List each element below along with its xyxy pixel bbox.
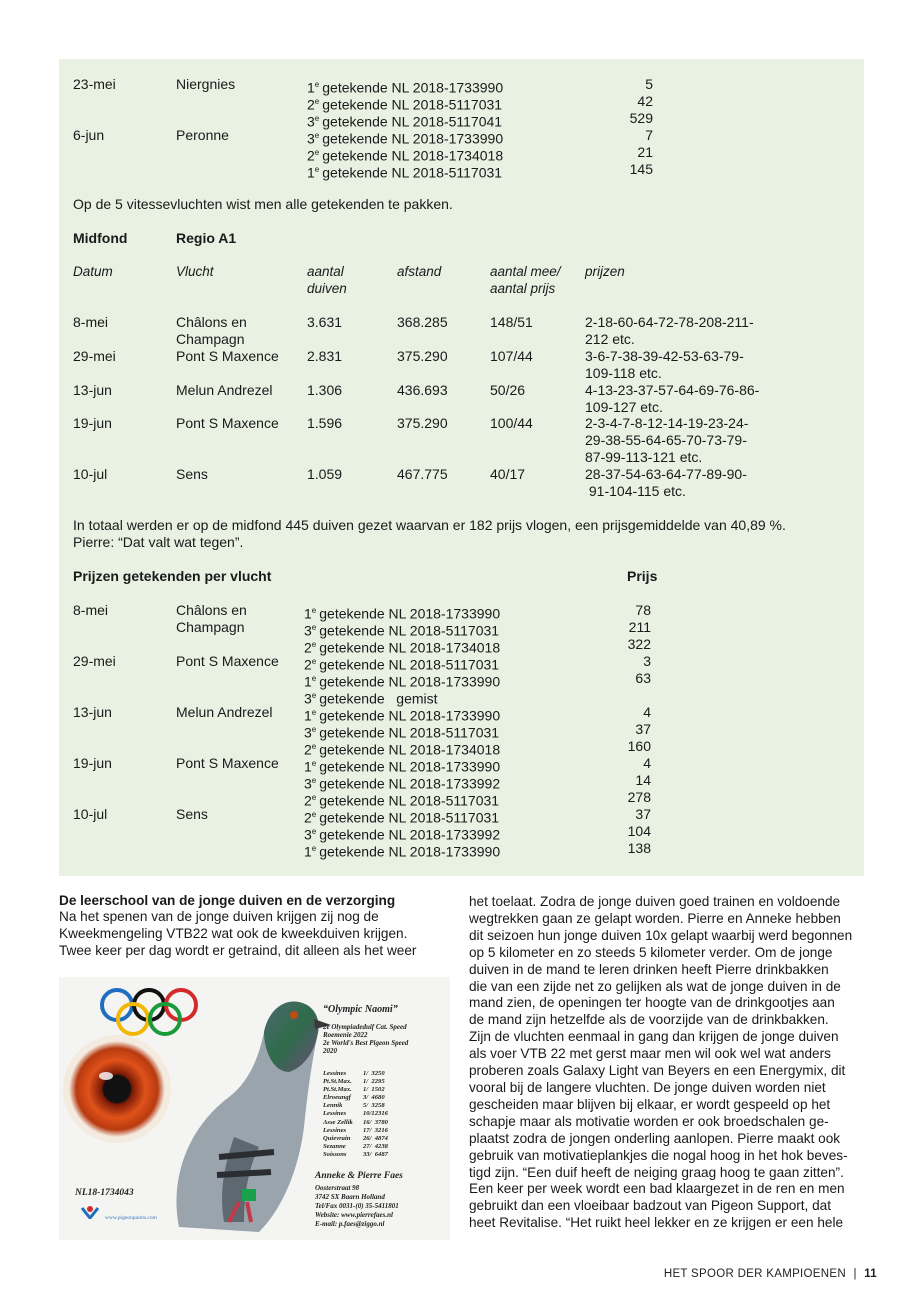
article-line: Twee keer per dag wordt er getraind, dit alleen als het weer [59, 942, 417, 958]
rank-suffix: e [311, 776, 317, 785]
midfond-doves: 2.831 [307, 348, 343, 364]
rank-text: getekende NL 2018-1734018 [319, 639, 501, 656]
result-row [323, 1143, 388, 1151]
prize-date: 13-jun [73, 704, 112, 720]
rank-suffix: e [314, 114, 320, 123]
midfond-ratio: 50/26 [490, 382, 526, 398]
article-line: wegtrekken gaan ze gelapt worden. Pierre en Anneke hebben [469, 910, 841, 926]
address-line: E-mail: p.faes@ziggo.nl [315, 1220, 385, 1228]
rank-text: getekende NL 2018-5117031 [319, 724, 500, 741]
article-line: als voer VTB 22 met gerst maar men wil ook wel wat anders [469, 1046, 831, 1062]
midfond-prizes: 28-37-54-63-64-77-89-90- [585, 466, 747, 482]
article-heading: De leerschool van de jonge duiven en de verzorging [59, 893, 396, 908]
sprint-date: 6-jun [73, 127, 105, 143]
result-row [323, 1078, 388, 1086]
rank-number: 2 [304, 656, 312, 673]
result-value: 16/ 3780 [363, 1118, 388, 1126]
midfond-prizes: 3-6-7-38-39-42-53-63-79- [585, 348, 744, 364]
rank-text: getekende NL 2018-5117031 [319, 656, 500, 673]
result-row [323, 1119, 388, 1127]
article-line: duiven in de mand te leren drinken heeft Pierre drinkbakken [469, 961, 829, 977]
result-value: 33/ 6487 [363, 1150, 388, 1158]
result-place: Asse Zellik [323, 1118, 353, 1126]
prize-place: Champagn [176, 619, 245, 635]
midfond-header-aantal_1: aantal [307, 264, 344, 279]
owner-name: Anneke & Pierre Faes [315, 1171, 403, 1181]
rank-number: 2 [307, 147, 315, 164]
rank-text: getekende NL 2018-5117041 [322, 113, 503, 130]
midfond-flight: Melun Andrezel [176, 382, 273, 398]
rank-text: getekende NL 2018-1733990 [319, 758, 501, 775]
sprint-prize: 7 [645, 127, 653, 143]
rank-text: getekende NL 2018-1733990 [319, 605, 501, 622]
result-place: Lennik [323, 1102, 343, 1110]
midfond-distance: 368.285 [397, 314, 448, 330]
result-place: Lessines [323, 1070, 347, 1077]
article-line: vooral bij de langere vluchten. De jonge duiven worden niet [469, 1079, 826, 1095]
prize-place: Pont S Maxence [176, 755, 279, 771]
article-line: Na het spenen van de jonge duiven krijgen zij nog de [59, 909, 379, 924]
result-row [323, 1135, 388, 1143]
sprint-entry [307, 161, 502, 182]
prize-value: 4 [643, 704, 651, 720]
rank-text: getekende NL 2018-1734018 [319, 741, 501, 758]
prize-place: Châlons en [176, 602, 247, 618]
rank-suffix: e [314, 131, 320, 140]
article-left-column [59, 909, 416, 960]
rank-text: getekende NL 2018-5117031 [319, 792, 500, 809]
midfond-prizes-cont: 109-127 etc. [585, 399, 663, 415]
rank-text: getekende gemist [319, 690, 438, 707]
rank-suffix: e [314, 148, 320, 157]
result-value: 27/ 4238 [363, 1142, 388, 1150]
footer-separator: | [853, 1268, 857, 1280]
prizes-col-header: Prijs [627, 568, 658, 584]
rank-suffix: e [311, 742, 317, 751]
pigeon-title-line: 2020 [323, 1047, 337, 1055]
sprint-prize: 21 [637, 144, 653, 160]
result-row [323, 1070, 388, 1078]
rank-number: 2 [304, 809, 312, 826]
midfond-flight: Pont S Maxence [176, 415, 279, 431]
sprint-prize: 145 [629, 161, 653, 177]
midfond-distance: 375.290 [397, 348, 448, 364]
midfond-ratio: 100/44 [490, 415, 533, 431]
sprint-prize: 529 [629, 110, 653, 126]
page-footer [664, 1268, 877, 1280]
midfond-header-aantal_2: duiven [307, 281, 347, 296]
prize-value: 278 [627, 789, 651, 805]
midfond-doves: 1.596 [307, 415, 343, 431]
prize-date: 8-mei [73, 602, 109, 618]
rank-suffix: e [311, 674, 317, 683]
prize-entry [304, 840, 500, 861]
rank-text: getekende NL 2018-5117031 [319, 809, 500, 826]
midfond-prizes-cont: 91-104-115 etc. [585, 483, 686, 499]
rank-number: 3 [304, 775, 312, 792]
result-value: 1/ 2295 [363, 1078, 385, 1086]
midfond-header-afstand: afstand [397, 264, 442, 279]
result-value: 1/ 1502 [363, 1086, 385, 1094]
result-value: 5/ 3258 [363, 1102, 385, 1110]
midfond-prizes: 2-3-4-7-8-12-14-19-23-24- [585, 415, 749, 431]
prize-value: 37 [635, 721, 651, 737]
midfond-distance: 436.693 [397, 382, 448, 398]
result-place: Soissons [323, 1150, 347, 1158]
rank-text: getekende NL 2018-5117031 [322, 96, 503, 113]
result-value: 1/ 3250 [363, 1070, 385, 1077]
article-line: proberen zoals Galaxy Light van Beyers en een Energymix, dit [469, 1063, 846, 1079]
midfond-flight: Sens [176, 466, 208, 482]
rank-text: getekende NL 2018-1734018 [322, 147, 504, 164]
rank-number: 3 [304, 826, 312, 843]
brand-logo-icon [81, 1205, 99, 1219]
prize-value: 37 [635, 806, 651, 822]
prize-value: 104 [627, 823, 651, 839]
prize-value: 138 [627, 840, 651, 856]
result-row [323, 1102, 388, 1110]
rank-number: 1 [304, 758, 312, 775]
rank-number: 2 [304, 792, 312, 809]
magazine-name: HET SPOOR DER KAMPIOENEN [663, 1268, 846, 1280]
prize-value: 322 [627, 636, 651, 652]
pigeon-body [176, 1001, 331, 1232]
rank-text: getekende NL 2018-1733990 [322, 79, 504, 96]
rank-suffix: e [311, 827, 317, 836]
rank-number: 1 [307, 164, 315, 181]
midfond-summary: In totaal werden er op de midfond 445 duiven gezet waarvan er 182 prijs vlogen, een prijsgemiddelde van 40,89 %. [73, 517, 786, 533]
prize-value: 3 [643, 653, 651, 669]
pigeon-titles [323, 1023, 408, 1055]
rank-suffix: e [311, 793, 317, 802]
midfond-doves: 1.306 [307, 382, 343, 398]
result-place: Pt.St.Max. [323, 1078, 352, 1086]
midfond-prizes-cont: 212 etc. [585, 331, 635, 347]
rank-suffix: e [311, 640, 317, 649]
rank-suffix: e [314, 80, 320, 89]
prize-date: 19-jun [73, 755, 112, 771]
article-line: gebruik van motivatieplankjes die nogal hoog in het hok beves- [469, 1147, 848, 1163]
sprint-note: Op de 5 vitessevluchten wist men alle getekenden te pakken. [73, 196, 453, 212]
midfond-date: 13-jun [73, 382, 112, 398]
pigeon-results [323, 1070, 388, 1159]
article-line: gebruikt dan een vloeibaar badzout van Pigeon Support, dat [469, 1198, 832, 1214]
prize-place: Pont S Maxence [176, 653, 279, 669]
midfond-prizes-cont: 87-99-113-121 etc. [585, 449, 703, 465]
midfond-quote: Pierre: “Dat valt wat tegen”. [73, 534, 244, 550]
midfond-flight: Châlons en [176, 314, 247, 330]
rank-text: getekende NL 2018-1733992 [319, 775, 501, 792]
ring-number: NL18-1734043 [75, 1188, 134, 1198]
result-place: Elroeungf [323, 1094, 351, 1102]
article-line: die van een zijde net zo gelijken als wat de jonge duiven in de [469, 978, 841, 994]
result-row [323, 1127, 388, 1135]
rank-suffix: e [311, 623, 317, 632]
midfond-flight-cont: Champagn [176, 331, 245, 347]
article-line: de mand zijn hetzelfde als de voorzijde van de drinkbakken. [469, 1012, 829, 1028]
prize-place: Melun Andrezel [176, 704, 273, 720]
prize-value: 211 [628, 619, 651, 635]
sprint-place: Niergnies [176, 76, 236, 92]
rank-number: 1 [304, 673, 312, 690]
prize-value: 78 [635, 602, 651, 618]
rank-number: 3 [307, 130, 315, 147]
result-row [323, 1086, 388, 1094]
rank-number: 2 [304, 639, 312, 656]
rank-number: 2 [307, 96, 315, 113]
article-line: het toelaat. Zodra de jonge duiven goed trainen en voldoende [469, 894, 841, 909]
article-line: tigd zijn. “Een duif heeft de neiging graag hoog te gaan zitten”. [469, 1164, 844, 1180]
midfond-header-datum: Datum [73, 264, 113, 279]
rank-suffix: e [311, 691, 317, 700]
address-line: 3742 SX Baarn Holland [315, 1193, 385, 1201]
pigeon-name: “Olympic Naomi” [323, 1004, 398, 1015]
midfond-distance: 375.290 [397, 415, 448, 431]
midfond-date: 8-mei [73, 314, 109, 330]
pigeon-title-line: 2e Olympiadeduif Cat. Speed [323, 1023, 407, 1031]
midfond-ratio: 40/17 [490, 466, 526, 482]
prize-date: 10-jul [73, 806, 108, 822]
rank-text: getekende NL 2018-1733990 [319, 843, 501, 860]
rank-text: getekende NL 2018-5117031 [319, 622, 500, 639]
sprint-prize: 42 [637, 93, 653, 109]
midfond-prizes: 4-13-23-37-57-64-69-76-86- [585, 382, 760, 398]
rank-suffix: e [311, 708, 317, 717]
rank-number: 1 [304, 707, 312, 724]
article-line: heet Revitalise. “Het ruikt heel lekker en ze krijgen er een hele [469, 1215, 844, 1231]
result-place: Lessines [323, 1126, 347, 1134]
rank-number: 3 [304, 690, 312, 707]
midfond-header-vlucht: Vlucht [176, 264, 214, 279]
prize-value: 63 [635, 670, 651, 686]
page-number: 11 [864, 1268, 877, 1280]
result-value: 10/12316 [363, 1110, 388, 1118]
result-place: Lessines [323, 1110, 347, 1118]
pigeon-title-line: Roemenie 2022 [323, 1031, 368, 1039]
rank-text: getekende NL 2018-1733990 [322, 130, 504, 147]
result-row [323, 1151, 388, 1159]
rank-number: 3 [304, 622, 312, 639]
midfond-header-prijzen: prijzen [585, 264, 625, 279]
midfond-prizes-cont: 109-118 etc. [585, 365, 662, 381]
rank-text: getekende NL 2018-5117031 [322, 164, 503, 181]
midfond-distance: 467.775 [397, 466, 448, 482]
result-value: 17/ 3216 [363, 1126, 388, 1134]
midfond-title: Midfond [73, 230, 128, 246]
brand-url: www.pigeonpaints.com [105, 1215, 157, 1221]
result-row [323, 1110, 388, 1118]
address-line: Tel/Fax 0031-(0) 35-5411801 [315, 1202, 399, 1210]
midfond-date: 19-jun [73, 415, 112, 431]
article-line: dit seizoen hun jonge duiven 10x gelapt waarbij werd begonnen [469, 927, 853, 943]
rank-number: 1 [304, 843, 312, 860]
prize-value: 160 [627, 738, 651, 754]
article-line: Kweekmengeling VTB22 wat ook de kweekduiven krijgen. [59, 925, 408, 941]
prize-value: 4 [643, 755, 651, 771]
rank-number: 1 [304, 605, 312, 622]
sprint-date: 23-mei [73, 76, 116, 92]
article-line: gescheiden maar blijven bij elkaar, er wordt gespeeld op het [469, 1096, 831, 1112]
midfond-prizes-cont: 29-38-55-64-65-70-73-79- [585, 432, 747, 448]
prize-place: Sens [176, 806, 208, 822]
result-value: 3/ 4680 [363, 1094, 385, 1102]
rank-number: 1 [307, 79, 315, 96]
sprint-prize: 5 [645, 76, 653, 92]
result-place: Pt.St.Max. [323, 1086, 352, 1094]
midfond-header-mee_2: aantal prijs [490, 281, 556, 296]
midfond-date: 29-mei [73, 348, 116, 364]
rank-text: getekende NL 2018-1733992 [319, 826, 501, 843]
article-line: mand zien, de openingen ter hoogte van de drinkgootjes aan [469, 995, 835, 1011]
rank-suffix: e [311, 657, 317, 666]
article-line: Zijn de vluchten eenmaal in gang dan krijgen de jonge duiven [469, 1029, 839, 1045]
rank-text: getekende NL 2018-1733990 [319, 673, 501, 690]
article-line: Een keer per week wordt een bad klaargezet in de ren en men [469, 1181, 845, 1197]
midfond-ratio: 148/51 [490, 314, 533, 330]
result-place: Quievrain [323, 1134, 351, 1142]
article-line: op 5 kilometer en zo steeds 5 kilometer verder. Om de jonge [469, 944, 833, 960]
rank-suffix: e [311, 844, 317, 853]
rank-suffix: e [314, 165, 320, 174]
result-place: Sezanne [323, 1142, 346, 1150]
result-value: 26/ 4874 [363, 1134, 388, 1142]
rank-suffix: e [311, 725, 317, 734]
rank-number: 3 [307, 113, 315, 130]
rank-number: 2 [304, 741, 312, 758]
midfond-ratio: 107/44 [490, 348, 533, 364]
midfond-doves: 1.059 [307, 466, 343, 482]
midfond-doves: 3.631 [307, 314, 343, 330]
sprint-place: Peronne [176, 127, 229, 143]
rank-suffix: e [311, 810, 317, 819]
prize-date: 29-mei [73, 653, 116, 669]
midfond-header-mee_1: aantal mee/ [490, 264, 561, 279]
article-line: schapje maar als motivatie worden er ook broedschalen ge- [469, 1113, 829, 1129]
rank-suffix: e [311, 759, 317, 768]
olympic-rings-icon [102, 990, 196, 1034]
rank-suffix: e [311, 606, 317, 615]
rank-suffix: e [314, 97, 320, 106]
prize-value: 14 [635, 772, 651, 788]
address-line: Oosterstraat 98 [315, 1184, 360, 1192]
article-line: plaatst zodra de jongen onderling aanlopen. Pierre maakt ook [469, 1130, 841, 1146]
midfond-date: 10-jul [73, 466, 108, 482]
pigeon-eye-closeup [63, 1035, 171, 1143]
rank-number: 3 [304, 724, 312, 741]
address-line: Website: www.pierrefaes.nl [315, 1211, 393, 1219]
rank-text: getekende NL 2018-1733990 [319, 707, 501, 724]
article-right-column [469, 894, 852, 1232]
owner-address [315, 1184, 399, 1229]
midfond-flight: Pont S Maxence [176, 348, 279, 364]
prizes-title: Prijzen getekenden per vlucht [73, 568, 272, 584]
result-row [323, 1094, 388, 1102]
midfond-prizes: 2-18-60-64-72-78-208-211- [585, 314, 754, 330]
midfond-region: Regio A1 [176, 230, 237, 246]
pigeon-photo [59, 977, 450, 1240]
pigeon-title-line: 2e World's Best Pigeon Speed [323, 1039, 409, 1047]
